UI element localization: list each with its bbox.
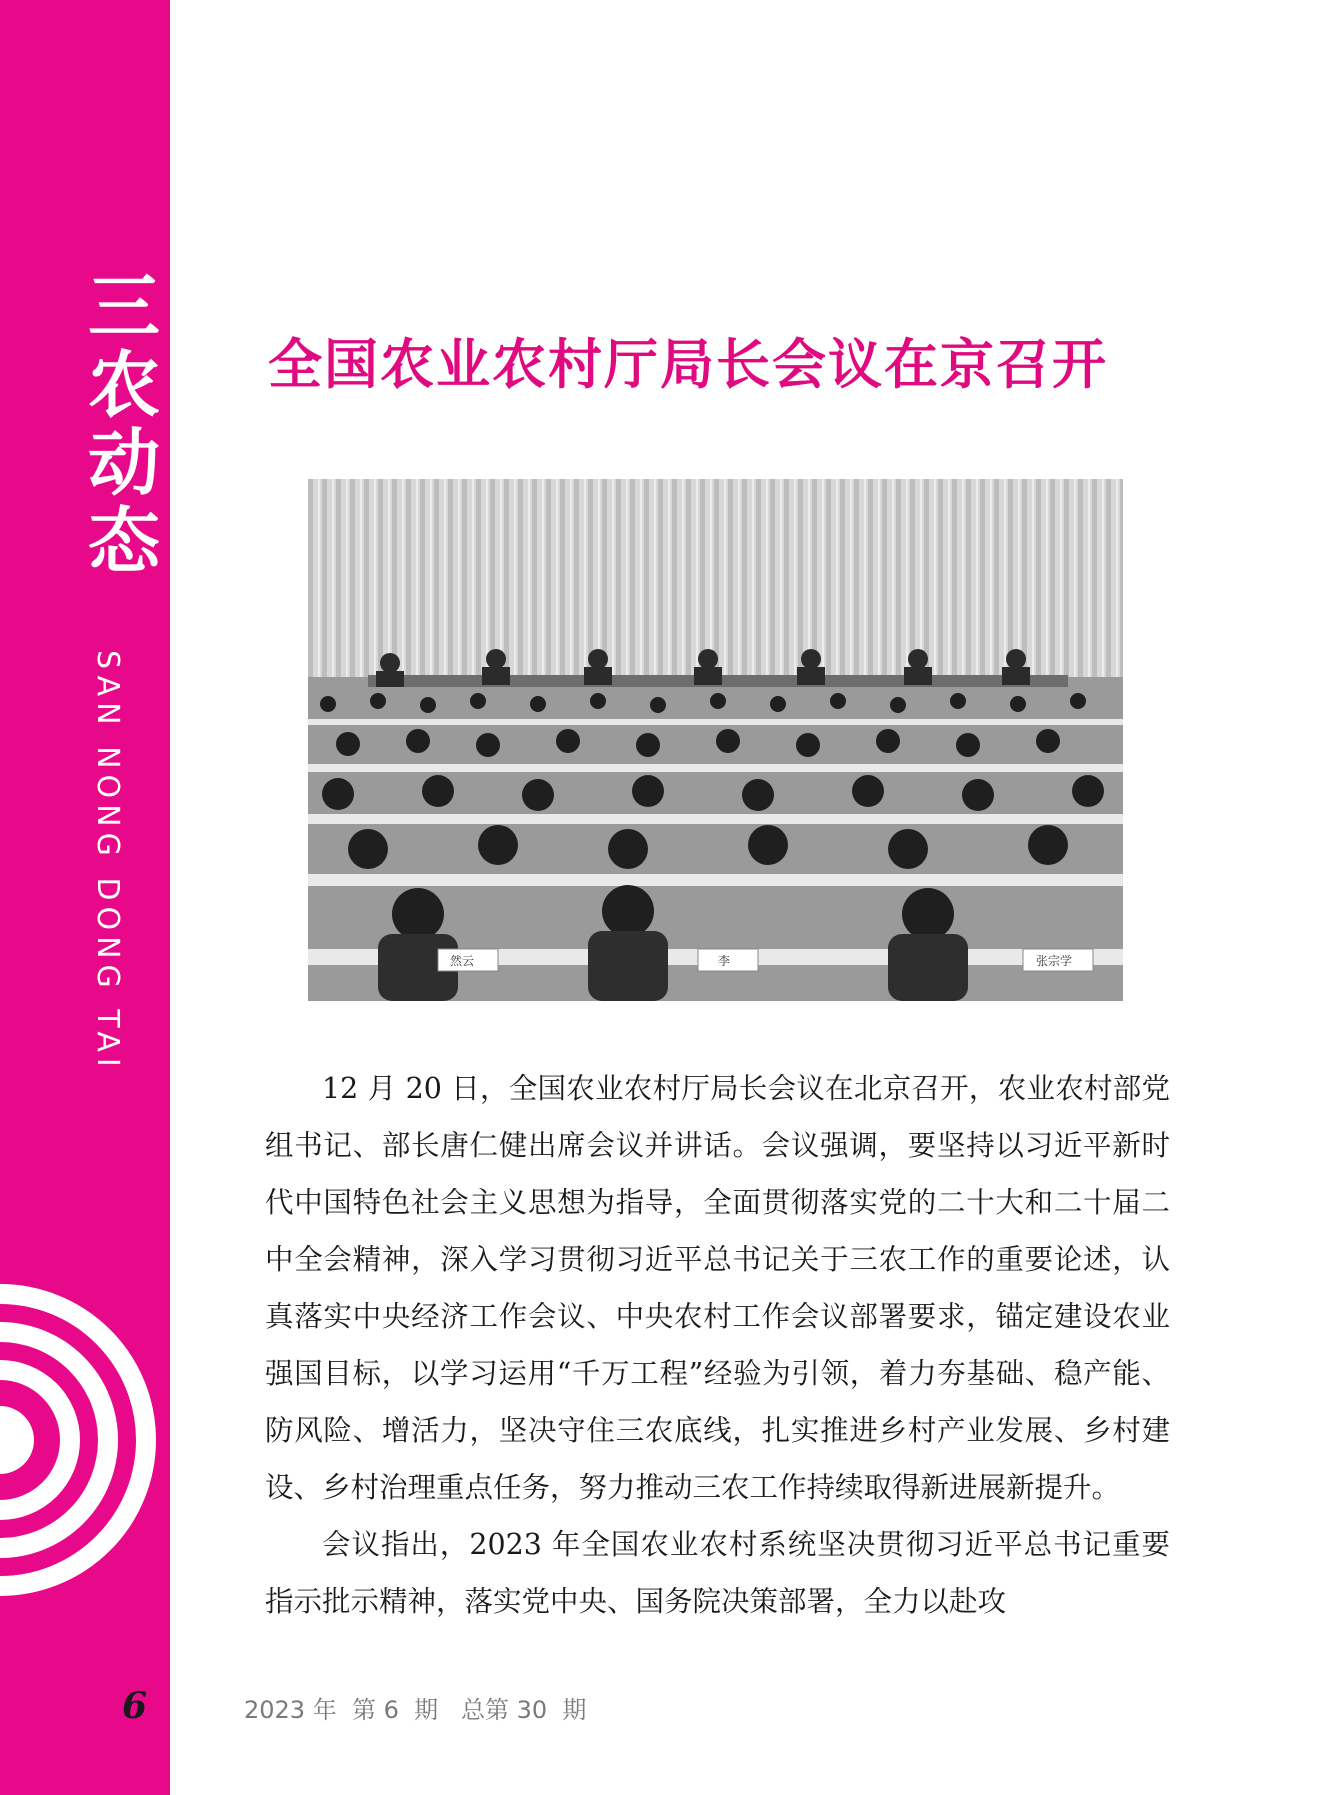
nameplate: 张宗学: [1036, 954, 1073, 968]
nameplate: 李: [718, 954, 731, 968]
page-number: 6: [122, 1685, 148, 1727]
sidebar-band: [0, 0, 170, 1795]
issue-info: 2023 年 第 6 期 总第 30 期: [244, 1696, 587, 1724]
section-title-char: 农: [88, 342, 161, 427]
article-body: [265, 1060, 1170, 1630]
paragraph: 12 月 20 日，全国农业农村厅局长会议在北京召开，农业农村部党组书记、部长唐仁健出席会议并讲话。会议强调，要坚持以习近平新时代中国特色社会主义思想为指导，全面贯彻落实党的二十大和二十届二中全会精神，深入学习贯彻习近平总书记关于三农工作的重要论述，认真落实中央经济工作会议、中央农村工作会议部署要求，锚定建设农业强国目标，以学习运用“千万工程”经验为引领，着力夯基础、稳产能、防风险、增活力，坚决守住三农底线，扎实推进乡村产业发展、乡村建设、乡村治理重点任务，努力推动三农工作持续取得新进展新提升。: [265, 1072, 1170, 1504]
meeting-photo-illustration: [308, 479, 1123, 1001]
paragraph: 会议指出，2023 年全国农业农村系统坚决贯彻习近平总书记重要指示批示精神，落实党中央、国务院决策部署，全力以赴攻: [265, 1528, 1170, 1618]
concentric-circles-icon: [0, 1280, 160, 1600]
nameplate: 然云: [450, 954, 475, 968]
article-title: 全国农业农村厅局长会议在京召开: [268, 332, 1108, 396]
section-title-char: 动: [88, 420, 161, 505]
section-title: [88, 264, 168, 583]
meeting-photo: [308, 479, 1123, 1001]
section-title-char: 三: [88, 264, 161, 349]
section-pinyin: SAN NONG DONG TAI: [90, 650, 125, 1073]
section-title-char: 态: [88, 498, 161, 583]
